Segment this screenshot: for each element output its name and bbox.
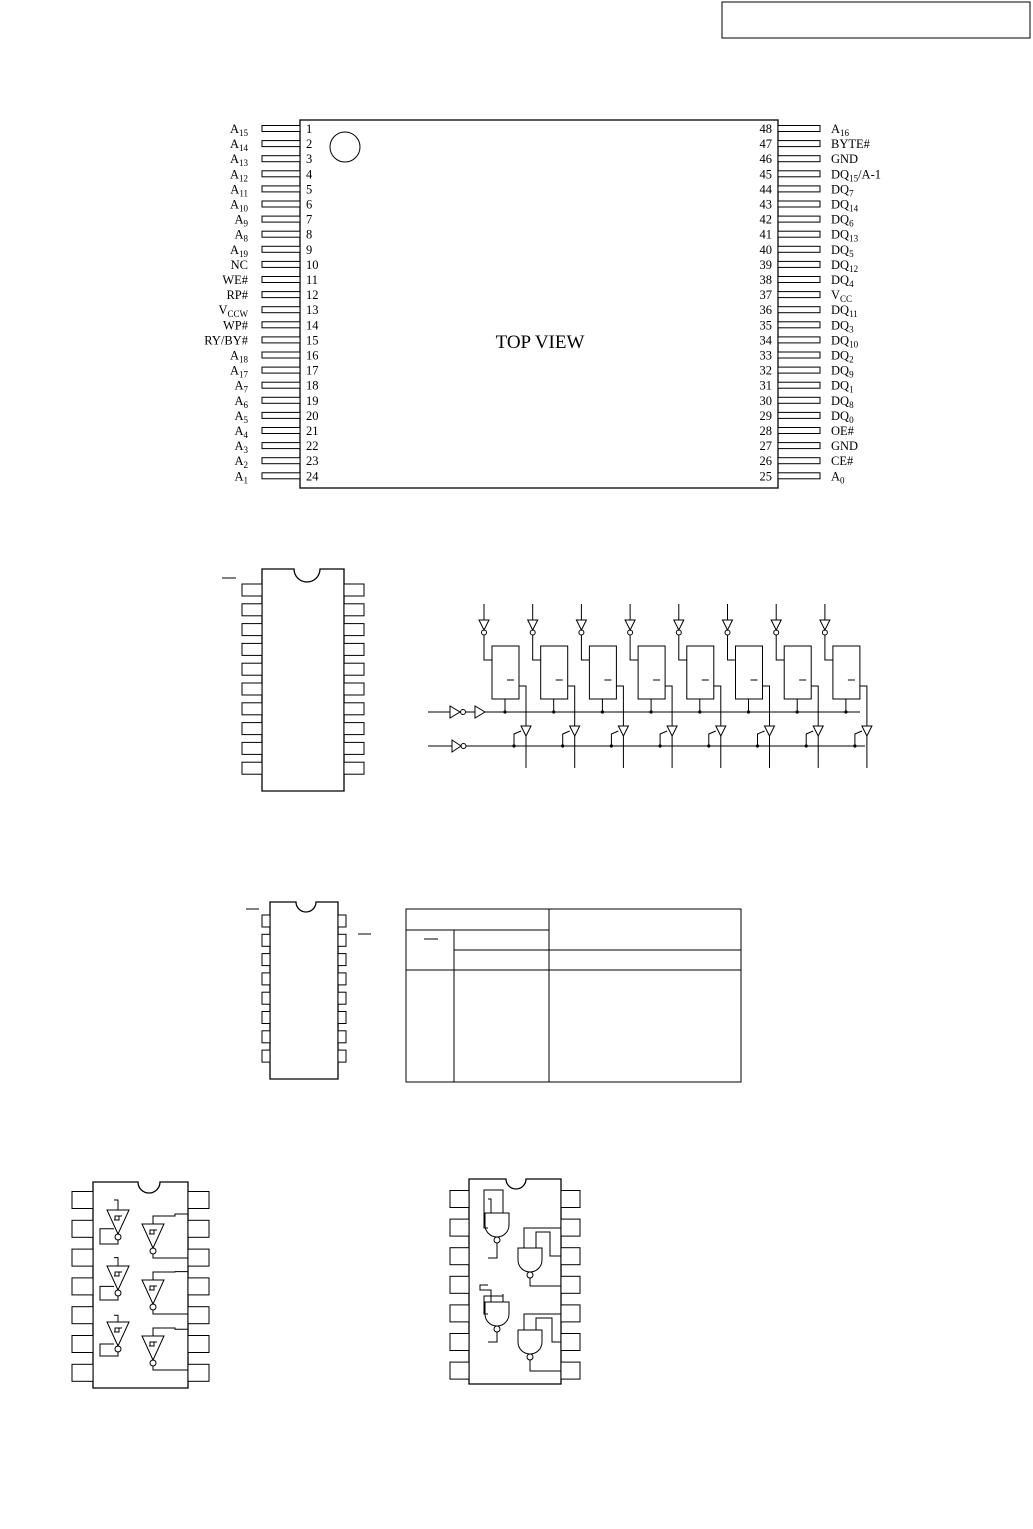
tsop-pin-15 — [262, 337, 300, 343]
tsop-pin-number: 41 — [759, 227, 772, 242]
lower-dip-left-pin — [262, 973, 270, 985]
lower-dip-right-pin — [338, 1050, 346, 1062]
top-view-label: TOP VIEW — [495, 332, 585, 353]
tsop-pin-number: 46 — [759, 152, 772, 167]
enable-buffer-1-bubble — [461, 710, 466, 715]
tristate-output-buffer — [862, 726, 872, 736]
tsop-pin-number: 11 — [306, 273, 319, 287]
enable-buffer-2 — [475, 706, 485, 718]
tsop-pin-number: 17 — [306, 363, 319, 378]
latch-dip-right-pin — [344, 762, 364, 774]
latch-input-buffer — [674, 620, 684, 630]
tsop-pin-label: $DQ_{12}$ — [831, 257, 859, 274]
tsop-pin-label: $DQ_1$ — [831, 378, 854, 395]
latch-data-wire — [679, 635, 687, 660]
tsop-pin-number: 8 — [306, 227, 313, 242]
hex-inv-left-pin — [72, 1336, 93, 1353]
tsop-pin-number: 9 — [306, 242, 313, 257]
header-title-box — [722, 2, 1030, 38]
tsop-pin-label: $A_9$ — [234, 212, 248, 229]
tsop-pin-label: $A_{11}$ — [230, 182, 248, 199]
latch-cell — [638, 646, 665, 699]
hex-inv-right-pin — [188, 1249, 209, 1266]
tsop-pin-27 — [778, 443, 820, 449]
tsop-pin-32 — [778, 367, 820, 373]
tsop-pin-42 — [778, 216, 820, 222]
latch-data-wire — [484, 635, 492, 660]
tsop-pin-number: 42 — [759, 212, 772, 227]
latch-cell — [736, 646, 763, 699]
tsop-pin-3 — [262, 156, 300, 162]
tsop-pin-label: $V_{CCW}$ — [218, 303, 248, 320]
lower-dip-right-pin — [338, 992, 346, 1004]
lower-dip-left-pin — [262, 992, 270, 1004]
hex-inv-right-pin — [188, 1220, 209, 1237]
tsop-pin-number: 4 — [306, 167, 313, 182]
tsop-pin-number: 3 — [306, 152, 313, 167]
lower-dip-right-pin — [338, 1012, 346, 1024]
latch-data-wire — [825, 635, 833, 660]
tsop-pin-number: 18 — [306, 378, 319, 393]
latch-dip-right-pin — [344, 663, 364, 675]
latch-dip-left-pin — [242, 683, 262, 695]
tsop-pin-number: 2 — [306, 137, 313, 152]
quad-nand-right-pin — [561, 1276, 580, 1293]
latch-data-wire — [776, 635, 784, 660]
tsop-pin-label: $A_2$ — [234, 454, 248, 471]
hex-inv-right-pin — [188, 1307, 209, 1324]
lower-dip-body — [270, 902, 338, 1079]
latch-dip-left-pin — [242, 723, 262, 735]
tsop-pin-38 — [778, 277, 820, 283]
lower-dip-left-pin — [262, 954, 270, 966]
hex-inv-left-pin — [72, 1278, 93, 1295]
tsop-pin-40 — [778, 246, 820, 252]
quad-nand-left-pin — [450, 1276, 469, 1293]
tsop-pin-number: 12 — [306, 288, 319, 303]
tsop-pin-5 — [262, 186, 300, 192]
latch-cell — [833, 646, 860, 699]
latch-q-wire — [568, 686, 575, 726]
hex-inv-left-pin — [72, 1307, 93, 1324]
tsop-pin-number: 31 — [759, 378, 772, 393]
latch-q-wire — [665, 686, 672, 726]
tsop-pin-26 — [778, 458, 820, 464]
latch-input-buffer — [576, 620, 586, 630]
tsop-pin-label: $A_{12}$ — [229, 167, 248, 184]
lower-dip-left-pin — [262, 1050, 270, 1062]
latch-cell — [784, 646, 811, 699]
tsop-pin-label: RY/BY# — [204, 333, 248, 348]
tristate-output-buffer — [765, 726, 775, 736]
tsop-pin-label: $DQ_{10}$ — [831, 333, 859, 350]
tsop-pin-label: $A_{17}$ — [229, 363, 248, 380]
tsop-pin-16 — [262, 352, 300, 358]
latch-dip-left-pin — [242, 624, 262, 636]
quad-nand-right-pin — [561, 1334, 580, 1351]
lower-dip-right-pin — [338, 915, 346, 927]
lower-dip-left-pin — [262, 1031, 270, 1043]
tsop-pin-number: 25 — [759, 469, 772, 484]
tsop-pin-label: $DQ_8$ — [831, 393, 854, 410]
tsop-pin-label: $A_6$ — [234, 393, 248, 410]
tristate-output-buffer — [570, 726, 580, 736]
latch-dip20-package — [222, 569, 364, 791]
tsop-pin-label: $A_{14}$ — [229, 137, 248, 154]
tristate-output-buffer — [716, 726, 726, 736]
hex-inv-left-pin — [72, 1220, 93, 1237]
hex-inv-left-pin — [72, 1249, 93, 1266]
tsop-pin-18 — [262, 382, 300, 388]
tsop-pin-12 — [262, 292, 300, 298]
tsop-pin-label: $DQ_0$ — [831, 408, 854, 425]
lower-dip16-package — [246, 902, 371, 1079]
tsop-pin-28 — [778, 428, 820, 434]
quad-nand-left-pin — [450, 1219, 469, 1236]
tsop-pin-number: 5 — [306, 182, 313, 197]
truth-table — [406, 909, 741, 1082]
tsop-pin-label: $A_{19}$ — [229, 242, 248, 259]
tsop-pin-label: GND — [831, 152, 859, 167]
tsop-pin-number: 38 — [759, 273, 772, 287]
latch-input-buffer — [528, 620, 538, 630]
quad-nand-right-pin — [561, 1362, 580, 1379]
tsop-pin-number: 21 — [306, 424, 319, 438]
tristate-control-wire — [611, 731, 618, 746]
tsop-pin-label: $A_3$ — [234, 439, 248, 456]
tsop-pin-label: $V_{CC}$ — [831, 288, 853, 305]
tsop-pin-label: $A_{16}$ — [831, 122, 850, 138]
latch-dip-right-pin — [344, 683, 364, 695]
tsop-pin-label: $DQ_7$ — [831, 182, 854, 199]
latch-dip-left-pin — [242, 742, 262, 754]
quad-nand-left-pin — [450, 1362, 469, 1379]
hex-inv-right-pin — [188, 1192, 209, 1209]
tsop-pin-number: 43 — [759, 197, 772, 212]
latch-q-wire — [519, 686, 526, 726]
tsop-pin-label: $DQ_2$ — [831, 348, 854, 365]
latch-q-wire — [763, 686, 770, 726]
tsop-pin-11 — [262, 277, 300, 283]
tsop-pin-number: 35 — [759, 318, 772, 333]
lower-dip-left-pin — [262, 1012, 270, 1024]
hex-inv-left-pin — [72, 1364, 93, 1381]
tsop-pin-label: $A_4$ — [234, 424, 248, 440]
latch-q-wire — [714, 686, 721, 726]
latch-dip-left-pin — [242, 584, 262, 596]
latch-cell — [492, 646, 519, 699]
latch-dip-left-pin — [242, 663, 262, 675]
tsop-pin-number: 45 — [759, 167, 772, 182]
lower-dip-right-pin — [338, 954, 346, 966]
tsop-pin-number: 19 — [306, 393, 319, 408]
quad-nand-left-pin — [450, 1334, 469, 1351]
tsop-pin-number: 34 — [759, 333, 772, 348]
tristate-control-wire — [514, 731, 521, 746]
tsop-pin-number: 37 — [759, 288, 772, 303]
latch-dip-right-pin — [344, 703, 364, 715]
tsop-pin-number: 40 — [759, 242, 772, 257]
tsop-pin-39 — [778, 261, 820, 267]
tsop-pin-number: 48 — [759, 122, 772, 136]
tsop-pin-48 — [778, 126, 820, 132]
tsop-pin-10 — [262, 261, 300, 267]
tsop-pin-4 — [262, 171, 300, 177]
tsop-pin-number: 10 — [306, 257, 319, 272]
quad-nand-dip14 — [450, 1179, 580, 1384]
latch-dip-left-pin — [242, 703, 262, 715]
tsop-pin-number: 44 — [759, 182, 772, 197]
tsop-pin-number: 22 — [306, 439, 319, 454]
quad-nand-body — [469, 1179, 561, 1384]
latch-input-buffer — [771, 620, 781, 630]
truth-table-border — [406, 909, 741, 1082]
tsop-pin-label: $A_{15}$ — [229, 122, 248, 138]
tsop-pin-number: 39 — [759, 257, 772, 272]
tsop-pin-22 — [262, 443, 300, 449]
tsop48-package — [204, 120, 881, 488]
hex-schmitt-inverter-dip14 — [72, 1182, 209, 1388]
tsop-pin-number: 27 — [759, 439, 772, 454]
latch-data-wire — [728, 635, 736, 660]
quad-nand-right-pin — [561, 1219, 580, 1236]
tsop-pin-label: $DQ_{11}$ — [831, 303, 858, 320]
tsop-pin-23 — [262, 458, 300, 464]
tsop-pin-number: 36 — [759, 303, 772, 318]
latch-q-wire — [811, 686, 818, 726]
quad-nand-left-pin — [450, 1305, 469, 1322]
latch-dip-right-pin — [344, 584, 364, 596]
tsop-pin-44 — [778, 186, 820, 192]
tsop-pin-label: $DQ_5$ — [831, 242, 854, 259]
latch-dip-right-pin — [344, 624, 364, 636]
hex-inverter-body — [93, 1182, 188, 1388]
tsop-pin-30 — [778, 397, 820, 403]
latch-cell — [589, 646, 616, 699]
tsop-pin-label: $A_0$ — [831, 469, 845, 486]
tsop-pin-number: 28 — [759, 424, 772, 438]
latch-cells — [479, 604, 872, 768]
latch-input-buffer — [479, 620, 489, 630]
enable-buffer-1 — [450, 706, 460, 718]
tsop-pin-35 — [778, 322, 820, 328]
tsop-pin-label: $A_5$ — [234, 408, 248, 425]
tristate-output-buffer — [667, 726, 677, 736]
latch-cell — [687, 646, 714, 699]
tsop-pin-label: CE# — [831, 454, 854, 469]
latch-dip-body — [262, 569, 344, 791]
tsop-pin-8 — [262, 231, 300, 237]
latch-dip-right-pin — [344, 742, 364, 754]
tsop-pin-14 — [262, 322, 300, 328]
tsop-pin-label: $DQ_{15}/A-1$ — [831, 167, 881, 184]
tsop-pin-45 — [778, 171, 820, 177]
tsop-pin-17 — [262, 367, 300, 373]
tsop-pin-label: $A_{13}$ — [229, 152, 248, 169]
tsop-pin-number: 13 — [306, 303, 319, 318]
latch-cell — [541, 646, 568, 699]
lower-dip-right-pin — [338, 973, 346, 985]
quad-nand-right-pin — [561, 1305, 580, 1322]
tsop-pin-number: 1 — [306, 122, 313, 136]
hex-inv-right-pin — [188, 1364, 209, 1381]
latch-input-buffer — [723, 620, 733, 630]
tsop-pin-number: 26 — [759, 454, 772, 469]
tsop-pin-label: $A_{18}$ — [229, 348, 248, 365]
quad-nand-left-pin — [450, 1191, 469, 1208]
tsop-pin-19 — [262, 397, 300, 403]
tsop-pin-7 — [262, 216, 300, 222]
hex-inv-left-pin — [72, 1192, 93, 1209]
tsop-pin-label: RP# — [226, 288, 248, 303]
tsop-pin-label: WP# — [223, 318, 248, 333]
tsop-pin-41 — [778, 231, 820, 237]
tsop-pin-label: $DQ_3$ — [831, 318, 854, 335]
tsop-pin-label: NC — [230, 257, 248, 272]
latch-q-wire — [616, 686, 623, 726]
hex-inv-right-pin — [188, 1278, 209, 1295]
latch-dip-right-pin — [344, 723, 364, 735]
tsop-pin-label: WE# — [222, 273, 248, 287]
latch-dip-left-pin — [242, 604, 262, 616]
tsop-pin-37 — [778, 292, 820, 298]
tsop-pin-label: GND — [831, 439, 859, 454]
tsop-pin-number: 14 — [306, 318, 319, 333]
lower-dip-right-pin — [338, 1031, 346, 1043]
quad-nand-right-pin — [561, 1248, 580, 1265]
tsop-pin-number: 30 — [759, 393, 772, 408]
tristate-output-buffer — [813, 726, 823, 736]
tsop-pin-label: $DQ_9$ — [831, 363, 854, 380]
tristate-output-buffer — [521, 726, 531, 736]
tsop-pin-label: $A_7$ — [234, 378, 248, 395]
tsop-pin-21 — [262, 428, 300, 434]
tsop-pin-34 — [778, 337, 820, 343]
tsop-pin-13 — [262, 307, 300, 313]
latch-data-wire — [630, 635, 638, 660]
tsop-pin-number: 15 — [306, 333, 319, 348]
tsop-pin-number: 33 — [759, 348, 772, 363]
tsop-pin-label: BYTE# — [831, 137, 870, 152]
tsop-pin-20 — [262, 412, 300, 418]
tsop-pin-9 — [262, 246, 300, 252]
tsop-pin-number: 23 — [306, 454, 319, 469]
tsop-pin-number: 32 — [759, 363, 772, 378]
tsop-pin-46 — [778, 156, 820, 162]
latch-dip-left-pin — [242, 643, 262, 655]
octal-latch-logic-diagram — [428, 604, 872, 768]
tsop-pin-29 — [778, 412, 820, 418]
tsop-pin-number: 16 — [306, 348, 319, 363]
output-enable-buffer — [452, 740, 461, 752]
tsop-pin-6 — [262, 201, 300, 207]
tsop-pin-label: $DQ_4$ — [831, 273, 854, 289]
tsop-pin-47 — [778, 141, 820, 147]
tsop-pin-number: 47 — [759, 137, 772, 152]
tsop-pin-number: 29 — [759, 408, 772, 423]
tsop-pin-number: 24 — [306, 469, 319, 484]
tristate-control-wire — [806, 731, 813, 746]
latch-dip-left-pin — [242, 762, 262, 774]
tsop48-body — [300, 120, 778, 488]
tsop-pin-label: $DQ_{14}$ — [831, 197, 859, 214]
tristate-control-wire — [660, 731, 667, 746]
tsop-pin-number: 6 — [306, 197, 313, 212]
latch-data-wire — [533, 635, 541, 660]
tsop-pin-label: $A_1$ — [234, 469, 248, 486]
latch-q-wire — [860, 686, 867, 726]
tsop-pin-2 — [262, 141, 300, 147]
tsop-pin-label: OE# — [831, 424, 854, 438]
tsop-pin-1 — [262, 126, 300, 132]
tristate-control-wire — [855, 731, 862, 746]
quad-nand-left-pin — [450, 1248, 469, 1265]
lower-dip-left-pin — [262, 934, 270, 946]
tsop-pin-label: $DQ_6$ — [831, 212, 854, 229]
tristate-control-wire — [758, 731, 765, 746]
tsop-pin-33 — [778, 352, 820, 358]
tsop-pin-36 — [778, 307, 820, 313]
latch-input-buffer — [625, 620, 635, 630]
tsop-pin-label: $DQ_{13}$ — [831, 227, 859, 244]
latch-dip-right-pin — [344, 604, 364, 616]
latch-dip-right-pin — [344, 643, 364, 655]
lower-dip-left-pin — [262, 915, 270, 927]
tsop-pin-number: 7 — [306, 212, 313, 227]
tsop-pin-24 — [262, 473, 300, 479]
tsop-pin-43 — [778, 201, 820, 207]
latch-data-wire — [581, 635, 589, 660]
latch-input-buffer — [820, 620, 830, 630]
tsop-pin-25 — [778, 473, 820, 479]
tristate-output-buffer — [618, 726, 628, 736]
tristate-control-wire — [709, 731, 716, 746]
tsop-pin-label: $A_{10}$ — [229, 197, 248, 214]
lower-dip-right-pin — [338, 934, 346, 946]
tsop-pin-number: 20 — [306, 408, 319, 423]
quad-nand-right-pin — [561, 1191, 580, 1208]
tsop-pin-31 — [778, 382, 820, 388]
tristate-control-wire — [563, 731, 570, 746]
hex-inv-right-pin — [188, 1336, 209, 1353]
tsop-pin-label: $A_8$ — [234, 227, 248, 244]
